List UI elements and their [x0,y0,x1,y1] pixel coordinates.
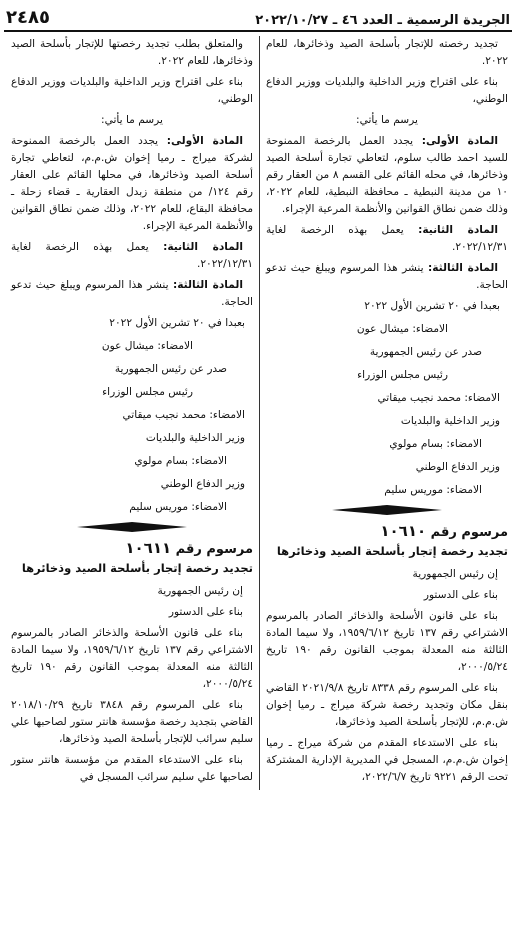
article-text: يجدد العمل بالرخصة الممنوحة لشركة ميراج ـ رميا إخوان ش.م.م، لتعاطي تجارة أسلحة الصيد وذخائرها، في محلها القائم على العقار رقم ١٢٤/ من منطقة زبدل العقارية ـ قضاء زحلة ـ محافظة البقاع، للعام ٢٠٢٢، وذلك ضمن نطاق القوانين والأنظمة المرعية الإجراء. [11,135,253,232]
article-1 [266,133,508,218]
paragraph: إن رئيس الجمهورية [157,585,243,597]
decree-number: ١٠٦١٠ [380,522,427,540]
paragraph: بناء على المرسوم رقم ٨٣٣٨ تاريخ ٢٠٢١/٩/٨ القاضي بنقل مكان وتجديد رخصة شركة ميراج ـ رميا إخوان ش.م.م، للإتجار بأسلحة الصيد وذخائرها، [266,682,508,728]
decree-heading [11,540,253,558]
decree-formula: يرسم ما يأتي: [356,114,418,126]
article-label: المادة الأولى: [166,135,243,147]
article-2 [11,239,253,273]
decree-number: ١٠٦١١ [125,539,172,557]
article-3 [11,277,253,311]
article-text: يجدد العمل بالرخصة الممنوحة للسيد احمد طالب سلوم، لتعاطي تجارة أسلحة الصيد وذخائرها، في محله القائم على القسم ٨ من العقار رقم ١٠ من مدينة النبطية ـ محافظة النبطية، للعام ٢٠٢٢، وذلك ضمن نطاق القوانين والأنظمة المرعية الإجراء. [266,135,508,215]
defense-minister-title: وزير الدفاع الوطني [160,478,245,490]
article-text: ينشر هذا المرسوم ويبلغ حيث تدعو الحاجة. [11,279,253,308]
decree-date: بعبدا في ٢٠ تشرين الأول ٢٠٢٢ [364,300,500,312]
paragraph: تجديد رخصته للإتجار بأسلحة الصيد وذخائرها، للعام ٢٠٢٢. [266,38,508,67]
section-divider [11,522,253,532]
pm-title: رئيس مجلس الوزراء [102,386,193,398]
article-label: المادة الثالثة: [428,262,498,274]
paragraph: بناء على اقتراح وزير الداخلية والبلديات ووزير الدفاع الوطني، [11,76,253,105]
paragraph: بناء على قانون الأسلحة والذخائر الصادر بالمرسوم الاشتراعي رقم ١٣٧ تاريخ ١٩٥٩/٦/١٢، ولا سيما المادة الثالثة منه المعدلة بموجب القانون رقم ١٩٠ تاريخ ٢٠٠٠/٥/٢٤، [11,627,253,690]
signature-defense: الامضاء: موريس سليم [384,484,482,496]
signature-president: الامضاء: ميشال عون [356,323,448,335]
paragraph: بناء على اقتراح وزير الداخلية والبلديات ووزير الدفاع الوطني، [266,76,508,105]
two-column-body [4,36,512,790]
article-label: المادة الأولى: [421,135,498,147]
article-label: المادة الثانية: [418,224,498,236]
article-1 [11,133,253,235]
signature-pm: الامضاء: محمد نجيب ميقاتي [377,392,500,404]
paragraph: بناء على قانون الأسلحة والذخائر الصادر بالمرسوم الاشتراعي رقم ١٣٧ تاريخ ١٩٥٩/٦/١٢، ولا سيما المادة الثالثة منه المعدلة بموجب القانون رقم ١٩٠ تاريخ ٢٠٠٠/٥/٢٤، [266,610,508,673]
article-2 [266,222,508,256]
signature-pm: الامضاء: محمد نجيب ميقاتي [122,409,245,421]
decree-formula: يرسم ما يأتي: [101,114,163,126]
right-column [262,36,512,790]
signature-defense: الامضاء: موريس سليم [129,501,227,513]
issued-by: صدر عن رئيس الجمهورية [114,363,227,375]
signature-president: الامضاء: ميشال عون [101,340,193,352]
column-rule [259,36,260,790]
decree-label: مرسوم رقم [430,525,508,540]
paragraph: بناء على الاستدعاء المقدم من شركة ميراج ـ رميا إخوان ش.م.م، المسجل في المديرية الإدارية المشتركة تحت الرقم ٩٢٢١ تاريخ ٢٠٢٢/٦/٧، [266,737,508,783]
article-label: المادة الثالثة: [173,279,243,291]
article-label: المادة الثانية: [163,241,243,253]
paragraph: إن رئيس الجمهورية [412,568,498,580]
page-number: ٢٤٨٥ [6,7,50,28]
section-divider [266,505,508,515]
issued-by: صدر عن رئيس الجمهورية [369,346,482,358]
interior-minister-title: وزير الداخلية والبلديات [400,415,500,427]
gazette-title: الجريدة الرسمية ـ العدد ٤٦ ـ ٢٠٢٢/١٠/٢٧ [255,13,510,28]
interior-minister-title: وزير الداخلية والبلديات [145,432,245,444]
paragraph: بناء على المرسوم رقم ٣٨٤٨ تاريخ ٢٠١٨/١٠/٢٩ القاضي بتجديد رخصة مؤسسة هانتر ستور لصاحبها علي سليم سرائب للإتجار بأسلحة الصيد وذخائرها، [11,699,253,745]
paragraph: بناء على الاستدعاء المقدم من مؤسسة هانتر ستور لصاحبها علي سليم سرائب المسجل في [11,754,253,783]
article-text: يعمل بهذه الرخصة لغاية ٢٠٢٢/١٢/٣١. [266,224,508,253]
article-3 [266,260,508,294]
defense-minister-title: وزير الدفاع الوطني [415,461,500,473]
paragraph: بناء على الدستور [423,589,498,601]
article-text: يعمل بهذه الرخصة لغاية ٢٠٢٢/١٢/٣١. [11,241,253,270]
pm-title: رئيس مجلس الوزراء [357,369,448,381]
article-text: ينشر هذا المرسوم ويبلغ حيث تدعو الحاجة. [266,262,508,291]
signature-interior: الامضاء: بسام مولوي [134,455,227,467]
paragraph: بناء على الدستور [168,606,243,618]
decree-subject: تجديد رخصة إتجار بأسلحة الصيد وذخائرها [21,561,253,575]
signature-interior: الامضاء: بسام مولوي [389,438,482,450]
decree-heading [266,523,508,541]
left-column [7,36,257,790]
paragraph: والمتعلق بطلب تجديد رخصتها للإتجار بأسلحة الصيد وذخائرها، للعام ٢٠٢٢. [11,38,253,67]
decree-date: بعبدا في ٢٠ تشرين الأول ٢٠٢٢ [109,317,245,329]
page-header [4,6,512,32]
decree-subject: تجديد رخصة إتجار بأسلحة الصيد وذخائرها [276,544,508,558]
decree-label: مرسوم رقم [175,542,253,557]
